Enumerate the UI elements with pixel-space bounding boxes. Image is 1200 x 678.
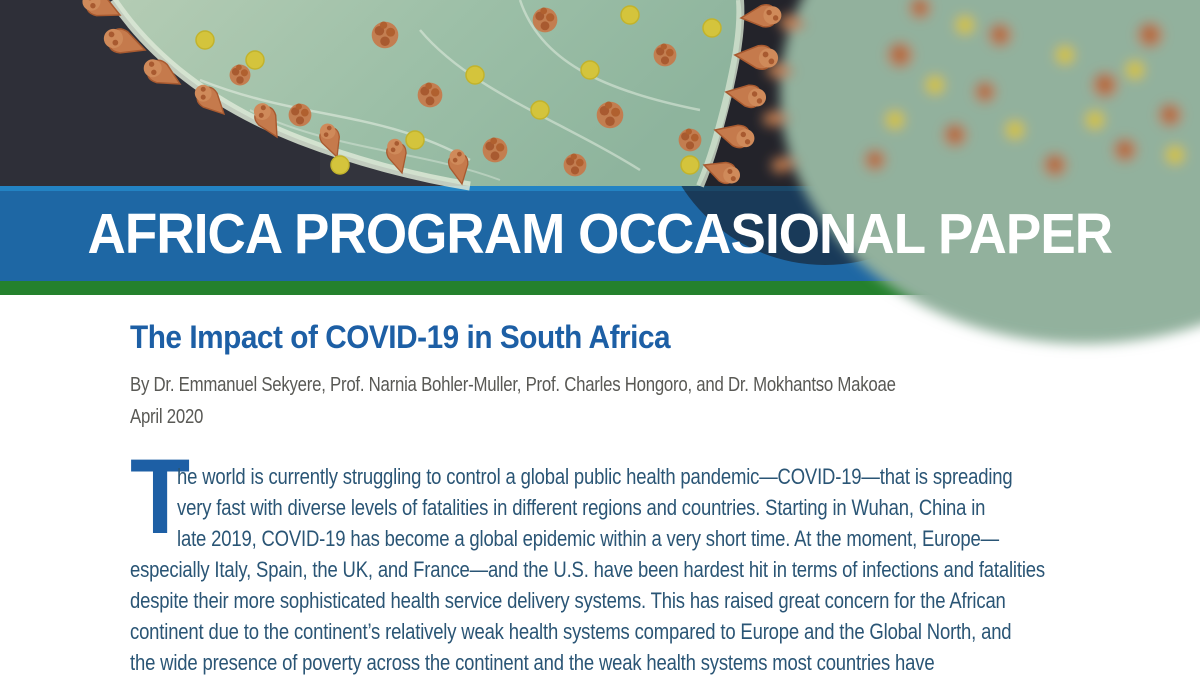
paragraph-line: late 2019, COVID-19 has become a global epidemic within a very short time. At the moment, Europe— — [177, 526, 999, 551]
paper-front-matter — [0, 295, 1200, 678]
paragraph-line: especially Italy, Spain, the UK, and France—and the U.S. have been hardest hit in terms of infections and fatalities — [130, 557, 1045, 582]
banner-title: AFRICA PROGRAM OCCASIONAL PAPER — [87, 201, 1113, 266]
paragraph-line: he world is currently struggling to control a global public health pandemic—COVID-19—that is spreading — [177, 464, 1013, 489]
coronavirus-hero-image — [0, 0, 1200, 186]
paragraph-line: continent due to the continent’s relatively weak health systems compared to Europe and the Global North, and — [130, 619, 1012, 644]
paper-title: The Impact of COVID-19 in South Africa — [130, 319, 671, 355]
author-byline: By Dr. Emmanuel Sekyere, Prof. Narnia Bohler-Muller, Prof. Charles Hongoro, and Dr. Mokhantso Makoae — [130, 374, 896, 396]
paragraph-line: despite their more sophisticated health service delivery systems. This has raised great concern for the African — [130, 588, 1006, 613]
publication-date: April 2020 — [130, 406, 204, 428]
opening-paragraph — [130, 436, 1160, 678]
paragraph-line-clipped: the wide presence of poverty across the continent and the weak health systems most countries have — [130, 650, 935, 675]
drop-cap: T — [130, 436, 191, 556]
coronavirus-illustration — [0, 0, 1200, 186]
paragraph-line: very fast with diverse levels of fatalities in different regions and countries. Starting in Wuhan, China in — [177, 495, 986, 520]
